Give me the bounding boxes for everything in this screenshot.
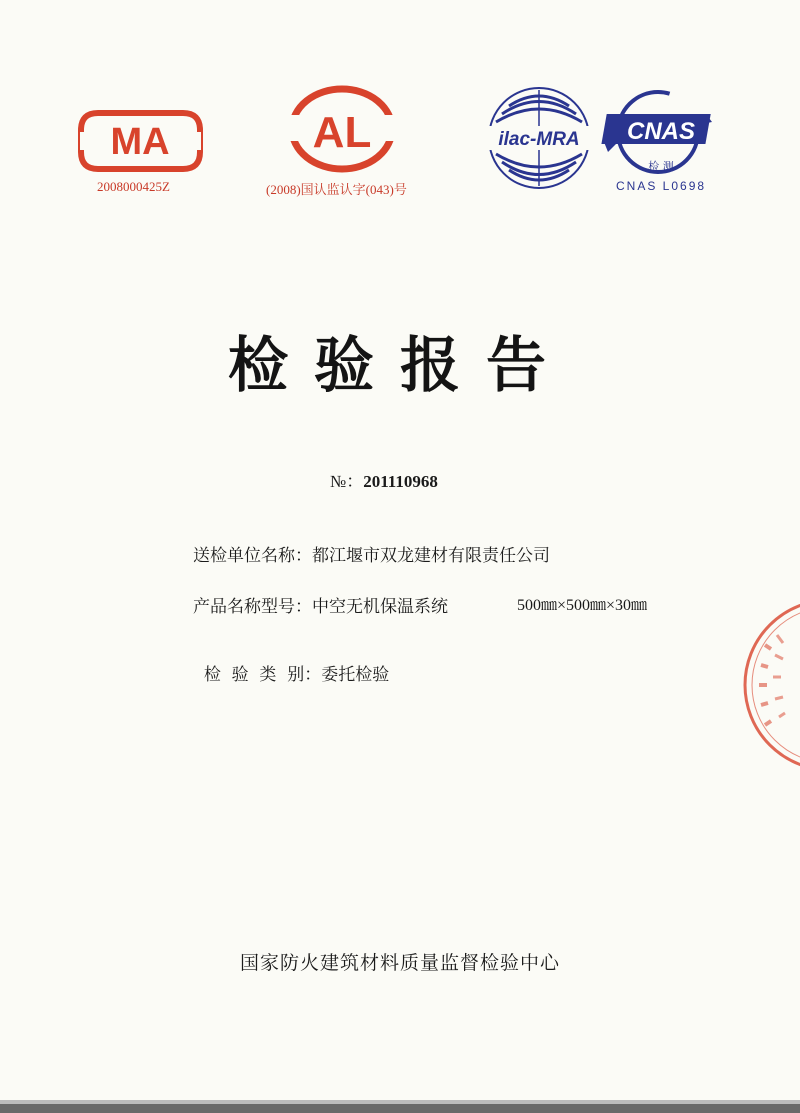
product-value: 中空无机保温系统 [312,597,448,617]
ilac-mra-logo-text: ilac-MRA [498,129,580,150]
cnas-logo-text: CNAS [626,118,696,145]
cnas-caption: CNAS L0698 [616,179,707,193]
client-field [193,541,550,566]
report-title: 检验报告 [228,331,572,401]
scan-edge [0,1104,800,1113]
product-spec: 500㎜×500㎜×30㎜ [517,597,648,614]
cma-logo-text: MA [110,121,170,163]
report-number-label: №： [330,472,364,491]
cal-logo-text: AL [312,108,372,157]
report-number [330,467,438,492]
ilac-mra-logo [484,84,594,192]
cma-caption: 2008000425Z [97,179,170,194]
client-label: 送检单位名称： [193,546,312,566]
product-field [193,592,448,617]
cnas-logo [598,84,723,184]
report-number-value: 201110968 [363,472,438,491]
cma-logo [78,110,203,172]
cal-caption: (2008)国认监认字(043)号 [266,182,407,197]
type-value: 委托检验 [321,665,390,685]
type-label: 检 验 类 别： [203,665,322,685]
type-field [193,640,389,685]
official-seal [735,585,800,789]
product-label: 产品名称型号： [193,597,312,617]
issuing-organization: 国家防火建筑材料质量监督检验中心 [239,952,560,974]
cal-logo [287,85,397,173]
cnas-sub-text: 检 测 [648,160,674,173]
client-value: 都江堰市双龙建材有限责任公司 [312,546,550,566]
